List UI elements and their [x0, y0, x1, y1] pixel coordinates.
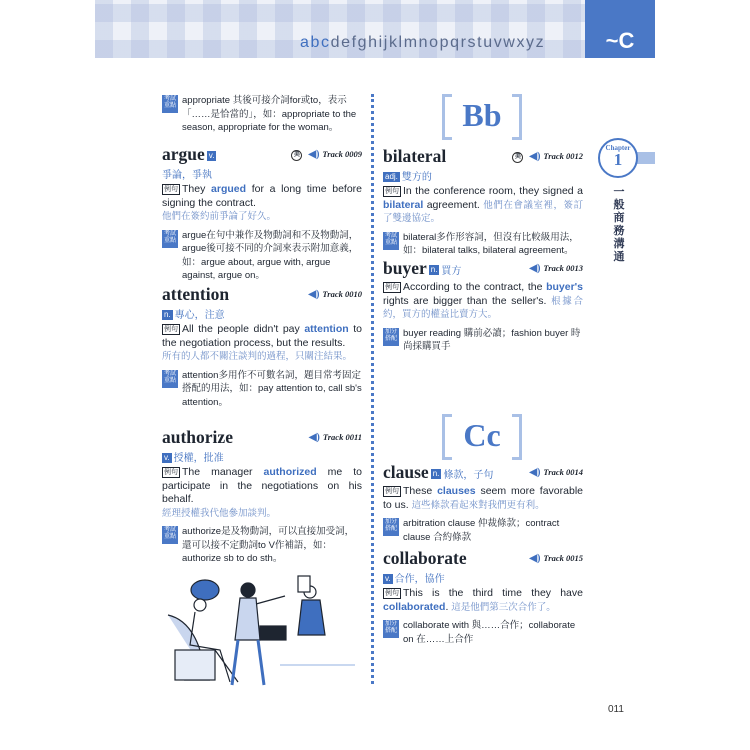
- example-tag: 例句: [385, 590, 399, 597]
- track-number: Track 0015: [543, 553, 583, 563]
- example-text: to the negotiation process, but the results.: [162, 323, 362, 349]
- chapter-number: 1: [613, 150, 623, 169]
- note-text: arbitration clause 仲裁條款；contract clause 合約條款: [403, 518, 560, 543]
- track-number: Track 0014: [543, 467, 583, 477]
- pos-badge: v.: [164, 453, 170, 462]
- headword: clause: [383, 462, 429, 482]
- example-text: The manager: [182, 466, 264, 478]
- example-translation: 這些條款看起來對我們更有利。: [411, 499, 545, 511]
- example-text: me to participate in the negotiations on his behalf.: [162, 466, 362, 505]
- note-text: collaborate with 與……合作；collaborate on 在……上合作: [403, 620, 576, 645]
- track-label[interactable]: [529, 263, 583, 274]
- pos-badge: v.: [208, 151, 215, 160]
- note-tag: 考試重點: [383, 232, 399, 250]
- example-translation: 所有的人都不關注談判的過程，只關注結果。: [162, 351, 353, 362]
- note-tag: 考試重點: [162, 230, 178, 248]
- example-text: According to the contract, the: [403, 281, 547, 293]
- example-keyword: attention: [304, 323, 349, 335]
- example: [383, 587, 583, 614]
- speaker-icon: ◀): [529, 467, 541, 478]
- speaker-icon: ◀): [308, 432, 320, 443]
- top-note: [162, 94, 362, 135]
- track-label[interactable]: [529, 467, 583, 478]
- example-tag: 例句: [164, 326, 178, 333]
- meaning: 爭論，爭執: [162, 170, 212, 181]
- speaker-icon: ◀): [529, 553, 541, 564]
- example-translation: 根據合約，買方的權益比賣方大。: [383, 295, 583, 320]
- example-text: These: [403, 485, 438, 497]
- example: [383, 485, 583, 512]
- accent-badge: 美: [291, 150, 302, 161]
- chapter-badge: [598, 138, 638, 178]
- meaning-text: 合作，協作: [394, 574, 445, 585]
- example-text: They: [182, 183, 212, 195]
- note: [383, 619, 583, 646]
- example-text: All the people didn't pay: [182, 323, 305, 335]
- entry-bilateral: [383, 146, 583, 258]
- alphabet-rest: defghijklmnopqrstuvwxyz: [330, 34, 546, 51]
- example-tag: 例句: [385, 188, 399, 195]
- accent-badge: 美: [512, 152, 523, 163]
- example: [162, 466, 362, 520]
- pos-badge: n.: [432, 469, 440, 478]
- example-text: for a long time before signing the contract.: [162, 183, 363, 209]
- letter-heading-b: Bb: [442, 90, 522, 140]
- speaker-icon: ◀): [529, 151, 541, 162]
- meaning-text: 雙方的: [401, 172, 432, 183]
- example-text: rights are bigger than the seller's.: [383, 294, 547, 307]
- example-text: agreement.: [423, 198, 480, 211]
- track-label[interactable]: [291, 149, 362, 161]
- pos-badge: adj.: [385, 172, 398, 181]
- example-keyword: collaborated: [383, 600, 446, 613]
- note: [383, 517, 583, 544]
- entry-clause: [383, 462, 583, 544]
- note-text: attention多用作不可數名詞，題目常考固定搭配的用法，如：pay attention to, call sb's attention。: [182, 369, 362, 408]
- entry-collaborate: [383, 548, 583, 646]
- example-text: seem more favorable to us.: [383, 485, 583, 511]
- track-number: Track 0009: [322, 149, 362, 159]
- speaker-icon: ◀): [308, 149, 320, 160]
- pos-badge: v.: [385, 574, 391, 583]
- meaning: [383, 570, 583, 585]
- alphabet-highlight: abc: [300, 34, 331, 51]
- entry-attention: [162, 284, 362, 409]
- business-people-illustration: [160, 570, 360, 690]
- note-tag: 加分搭配: [383, 328, 399, 346]
- headword: bilateral: [383, 146, 447, 166]
- chapter-label: Chapter: [605, 144, 631, 152]
- note: [383, 327, 583, 354]
- track-number: Track 0010: [322, 289, 362, 299]
- note-tag: 考試重點: [162, 526, 178, 544]
- note-text: authorize是及物動詞，可以直接加受詞，還可以接不定動詞to V作補語，如：authorize sb to do sth。: [182, 526, 355, 564]
- example-translation: 他們在簽約前爭論了好久。: [162, 211, 277, 222]
- pos-badge: n.: [430, 265, 438, 274]
- speaker-icon: ◀): [529, 263, 541, 274]
- meaning: 條款，子句: [443, 470, 494, 481]
- plant-icon: [191, 580, 219, 600]
- example-tag: 例句: [385, 284, 399, 291]
- example: [162, 323, 362, 364]
- meaning: [162, 449, 362, 464]
- headword: authorize: [162, 427, 233, 447]
- speaker-icon: ◀): [308, 289, 320, 300]
- note: [162, 525, 362, 566]
- example-keyword: buyer's: [546, 281, 583, 293]
- example-translation: 他們在會議室裡，簽訂了雙邊協定。: [383, 199, 583, 224]
- note-text: appropriate 其後可接介詞for或to，表示「……是恰當的」，如：appropriate to the season, appropriate for the woman。: [182, 95, 357, 133]
- example-text: This is the third time they have: [403, 587, 583, 599]
- meaning: 買方: [441, 266, 462, 277]
- example: [383, 185, 583, 226]
- entry-authorize: [162, 427, 362, 566]
- column-divider: [371, 94, 374, 684]
- note-text: argue在句中兼作及物動詞和不及物動詞，argue後可接不同的介詞來表示附加意義，如：argue about, argue with, argue against, argue on。: [182, 229, 359, 281]
- note-tag: 加分搭配: [383, 518, 399, 536]
- headword: argue: [162, 144, 205, 164]
- example-tag: 例句: [164, 469, 178, 476]
- meaning-text: 專心，注意: [174, 310, 225, 321]
- headword: attention: [162, 284, 230, 304]
- track-number: Track 0012: [543, 151, 583, 161]
- meaning-text: 授權，批准: [173, 453, 224, 464]
- note: [162, 369, 362, 410]
- track-label[interactable]: [308, 289, 362, 300]
- note-text: buyer reading 購前必讀；fashion buyer 時尚採購買手: [403, 327, 581, 352]
- example-tag: 例句: [164, 186, 178, 193]
- track-number: Track 0013: [543, 263, 583, 273]
- note-tag: 加分搭配: [383, 620, 399, 638]
- note: [162, 229, 362, 283]
- chapter-title: 一般商務溝通: [613, 186, 625, 263]
- note: [383, 231, 583, 258]
- example-translation: 這是他們第三次合作了。: [451, 601, 556, 613]
- entry-argue: [162, 144, 362, 283]
- example-tag: 例句: [385, 488, 399, 495]
- meaning: [162, 306, 362, 321]
- example-text: .: [445, 600, 449, 613]
- example-text: In the conference room, they signed a: [403, 185, 583, 197]
- track-label[interactable]: [529, 553, 583, 564]
- note-text: bilateral多作形容詞，但沒有比較級用法，如：bilateral talks, bilateral agreement。: [403, 231, 579, 256]
- pos-badge: n.: [164, 310, 171, 319]
- track-label[interactable]: [512, 151, 583, 163]
- headword: buyer: [383, 258, 427, 278]
- page-number: 011: [608, 704, 624, 715]
- example-keyword: authorized: [263, 466, 317, 478]
- letter-heading-c: Cc: [442, 410, 522, 460]
- section-tab[interactable]: ~C: [585, 0, 655, 58]
- meaning: [383, 168, 583, 183]
- example-keyword: clauses: [437, 485, 476, 497]
- example: [383, 281, 583, 322]
- track-number: Track 0011: [322, 432, 362, 442]
- track-label[interactable]: [309, 432, 362, 443]
- note-tag: 考試重點: [162, 370, 178, 388]
- note-tag: 考試重點: [162, 95, 178, 113]
- alphabet-index: [300, 34, 545, 52]
- example-keyword: argued: [211, 183, 247, 195]
- headword: collaborate: [383, 548, 467, 568]
- example-keyword: bilateral: [383, 198, 424, 211]
- example: [162, 183, 362, 224]
- example-translation: 經理授權我代他參加談判。: [162, 507, 277, 519]
- entry-buyer: [383, 258, 583, 354]
